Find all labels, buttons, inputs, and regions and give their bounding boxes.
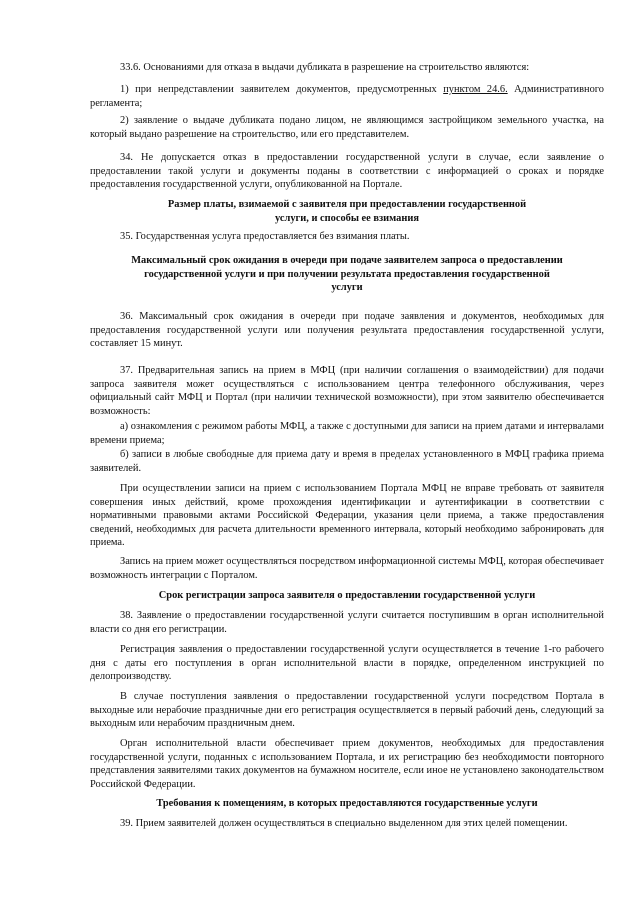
paragraph-39: 39. Прием заявителей должен осуществляться в специально выделенном для этих целей помещении.	[120, 818, 568, 829]
paragraph-38-holiday: В случае поступления заявления о предоставлении государственной услуги посредством Портала в выходные или нерабочие праздничные дни его регистрация осуществляется в первый рабочий день, следующий за выходным или нерабочим праздничным днем.	[90, 691, 604, 730]
paragraph-37-portal: При осуществлении записи на прием с использованием Портала МФЦ не вправе требовать от заявителя совершения иных действий, кроме прохождения идентификации и аутентификации в соответствии с нормативными правовыми актами Российской Федерации, указания цели приема, а также предоставления сведений, необходимых для расчета длительности временного интервала, который необходимо забронировать для приема.	[90, 483, 604, 549]
paragraph-34: 34. Не допускается отказ в предоставлении государственной услуги в случае, если заявление о предоставлении такой услуги и документы поданы в соответствии с информацией о сроках и порядке предоставления государственной услуги, опубликованной на Портале.	[90, 152, 604, 191]
paragraph-33-6-item-2: 2) заявление о выдаче дубликата подано лицом, не являющимся застройщиком земельного участка, на который выдано разрешение на строительство, или его представителем.	[90, 115, 604, 140]
paragraph-35: 35. Государственная услуга предоставляется без взимания платы.	[120, 231, 410, 242]
paragraph-36: 36. Максимальный срок ожидания в очереди при подаче заявления и документов, необходимых для предоставления государственной услуги или получения результата предоставления государственной услуги, составляет 15 минут.	[90, 311, 604, 350]
paragraph-33-6: 33.6. Основаниями для отказа в выдачи дубликата в разрешение на строительство являются:	[120, 62, 530, 73]
paragraph-33-6-item-1-text-b: Административного регламента;	[90, 84, 604, 109]
heading-registration: Срок регистрации запроса заявителя о предоставлении государственной услуги	[158, 590, 536, 601]
paragraph-37-item-b: б) записи в любые свободные для приема дату и время в пределах установленного в МФЦ графика приема заявителей.	[90, 449, 604, 474]
paragraph-37-system: Запись на прием может осуществляться посредством информационной системы МФЦ, которая обеспечивает возможность интеграции с Порталом.	[90, 556, 604, 581]
paragraph-33-6-item-1-text-a: 1) при непредставлении заявителем документов, предусмотренных	[120, 84, 444, 95]
heading-wait-time: Максимальный срок ожидания в очереди при подаче заявителем запроса о предоставлении государственной услуги и при получении результата предоставления государственной услуги	[131, 255, 563, 294]
paragraph-33-6-item-1	[90, 83, 604, 110]
heading-premises: Требования к помещениям, в которых предоставляются государственные услуги	[156, 798, 538, 809]
paragraph-38-organ: Орган исполнительной власти обеспечивает прием документов, необходимых для предоставления государственной услуги, поданных с использованием Портала, и их регистрацию без необходимости повторного представления заявителями таких документов на бумажном носителе, если иное не установлено законодательством Российской Федерации.	[90, 738, 604, 790]
paragraph-38: 38. Заявление о предоставлении государственной услуги считается поступившим в орган исполнительной власти со дня его регистрации.	[90, 610, 604, 635]
paragraph-37: 37. Предварительная запись на прием в МФЦ (при наличии соглашения о взаимодействии) для подачи запроса заявителя может осуществляться с использованием центра телефонного обслуживания, через официальный сайт МФЦ и Портал (при наличии технической возможности), при этом заявителю обеспечивается возможность:	[90, 365, 604, 417]
paragraph-38-registration: Регистрация заявления о предоставлении государственной услуги осуществляется в течение 1-го рабочего дня с даты его поступления в орган исполнительной власти в порядке, определенном инструкцией по делопроизводству.	[90, 644, 604, 683]
heading-fee: Размер платы, взимаемой с заявителя при предоставлении государственной услуги, и способы ее взимания	[167, 199, 527, 224]
paragraph-37-item-a: а) ознакомления с режимом работы МФЦ, а также с доступными для записи на прием датами и интервалами времени приема;	[90, 421, 604, 446]
point-24-6-link[interactable]: пунктом 24.6.	[443, 84, 508, 95]
